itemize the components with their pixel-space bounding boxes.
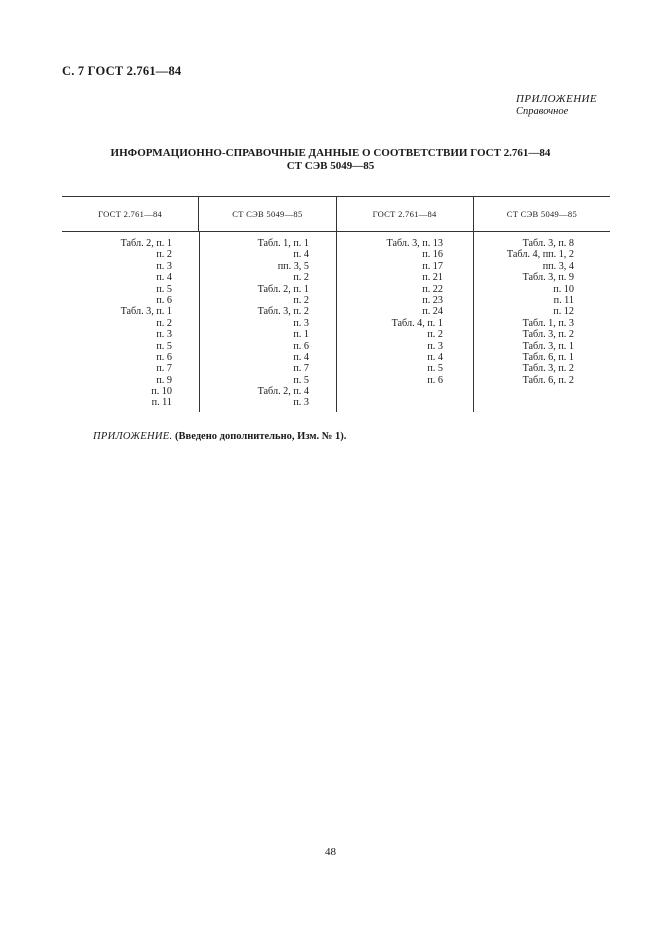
table-cell: п. 3 [293,317,309,329]
table-body [62,232,610,412]
table-cell: п. 3 [156,260,172,272]
table-cell: п. 4 [427,351,443,363]
amendment-note-label: ПРИЛОЖЕНИЕ. [93,431,173,442]
table-cell: п. 17 [422,260,443,272]
table-cell: п. 12 [553,306,574,318]
table-cell: п. 2 [427,329,443,341]
table-cell: Табл. 3, п. 1 [120,306,172,318]
document-title-line-2: СТ СЭВ 5049—85 [286,160,375,172]
table-cell: п. 9 [156,374,172,386]
table-cell: п. 5 [427,363,443,375]
table-cell: п. 4 [293,351,309,363]
table-cell: Табл. 3, п. 1 [522,340,574,352]
table-cell: п. 1 [293,329,309,341]
table-cell: п. 6 [156,351,172,363]
table-cell: п. 11 [553,294,574,306]
table-cell: Табл. 4, п. 1 [391,317,443,329]
document-title [0,147,661,173]
table-cell: Табл. 4, пп. 1, 2 [506,249,574,261]
amendment-note [93,431,346,442]
table-cell: Табл. 2, п. 4 [257,386,309,398]
amendment-note-text: (Введено дополнительно, Изм. № 1). [172,431,347,442]
document-title-line-1: ИНФОРМАЦИОННО-СПРАВОЧНЫЕ ДАННЫЕ О СООТВЕТСТВИИ ГОСТ 2.761—84 [110,147,551,159]
correspondence-table [62,196,610,412]
table-cell: Табл. 2, п. 1 [120,238,172,249]
table-cell: п. 21 [422,272,443,284]
table-column-gost-1 [62,232,199,412]
table-header-row [62,196,610,232]
table-cell: п. 5 [293,374,309,386]
table-column-gost-2 [336,232,473,412]
appendix-title: ПРИЛОЖЕНИЕ [516,93,597,105]
table-cell: п. 5 [156,340,172,352]
table-cell: п. 7 [293,363,309,375]
table-cell: п. 6 [427,374,443,386]
table-cell: п. 2 [156,317,172,329]
table-cell: п. 23 [422,294,443,306]
table-cell: п. 3 [427,340,443,352]
table-cell: п. 2 [293,272,309,284]
table-cell: п. 11 [151,397,172,409]
table-cell: Табл. 3, п. 2 [257,306,309,318]
table-cell: пп. 3, 5 [277,260,309,272]
table-cell: п. 22 [422,283,443,295]
table-cell: Табл. 3, п. 8 [522,238,574,249]
table-cell: Табл. 6, п. 1 [522,351,574,363]
table-cell: пп. 3, 4 [542,260,574,272]
table-cell: Табл. 1, п. 1 [257,238,309,249]
table-column-st-sev-1 [199,232,336,412]
table-cell: Табл. 2, п. 1 [257,283,309,295]
table-cell: п. 2 [156,249,172,261]
table-cell: п. 4 [156,272,172,284]
table-header-st-sev-1: СТ СЭВ 5049—85 [198,197,335,231]
table-cell: п. 2 [293,294,309,306]
table-cell: п. 10 [553,283,574,295]
table-cell: п. 4 [293,249,309,261]
table-header-st-sev-2: СТ СЭВ 5049—85 [473,197,610,231]
table-cell: Табл. 3, п. 13 [386,238,443,249]
table-cell: п. 6 [293,340,309,352]
table-cell: Табл. 3, п. 2 [522,329,574,341]
appendix-label [516,93,597,117]
table-cell: п. 3 [293,397,309,409]
table-cell: п. 7 [156,363,172,375]
table-cell: п. 10 [151,386,172,398]
appendix-type: Справочное [516,106,569,117]
table-column-st-sev-2 [473,232,610,412]
running-header: С. 7 ГОСТ 2.761—84 [62,64,182,78]
table-cell: Табл. 3, п. 9 [522,272,574,284]
table-cell: п. 6 [156,294,172,306]
table-cell: Табл. 6, п. 2 [522,374,574,386]
table-cell: п. 16 [422,249,443,261]
table-header-gost-1: ГОСТ 2.761—84 [98,209,163,219]
table-header-gost-2: ГОСТ 2.761—84 [336,197,473,231]
table-cell: п. 5 [156,283,172,295]
table-cell: п. 24 [422,306,443,318]
table-cell: Табл. 3, п. 2 [522,363,574,375]
page-number: 48 [325,846,336,858]
table-cell: Табл. 1, п. 3 [522,317,574,329]
table-cell: п. 3 [156,329,172,341]
